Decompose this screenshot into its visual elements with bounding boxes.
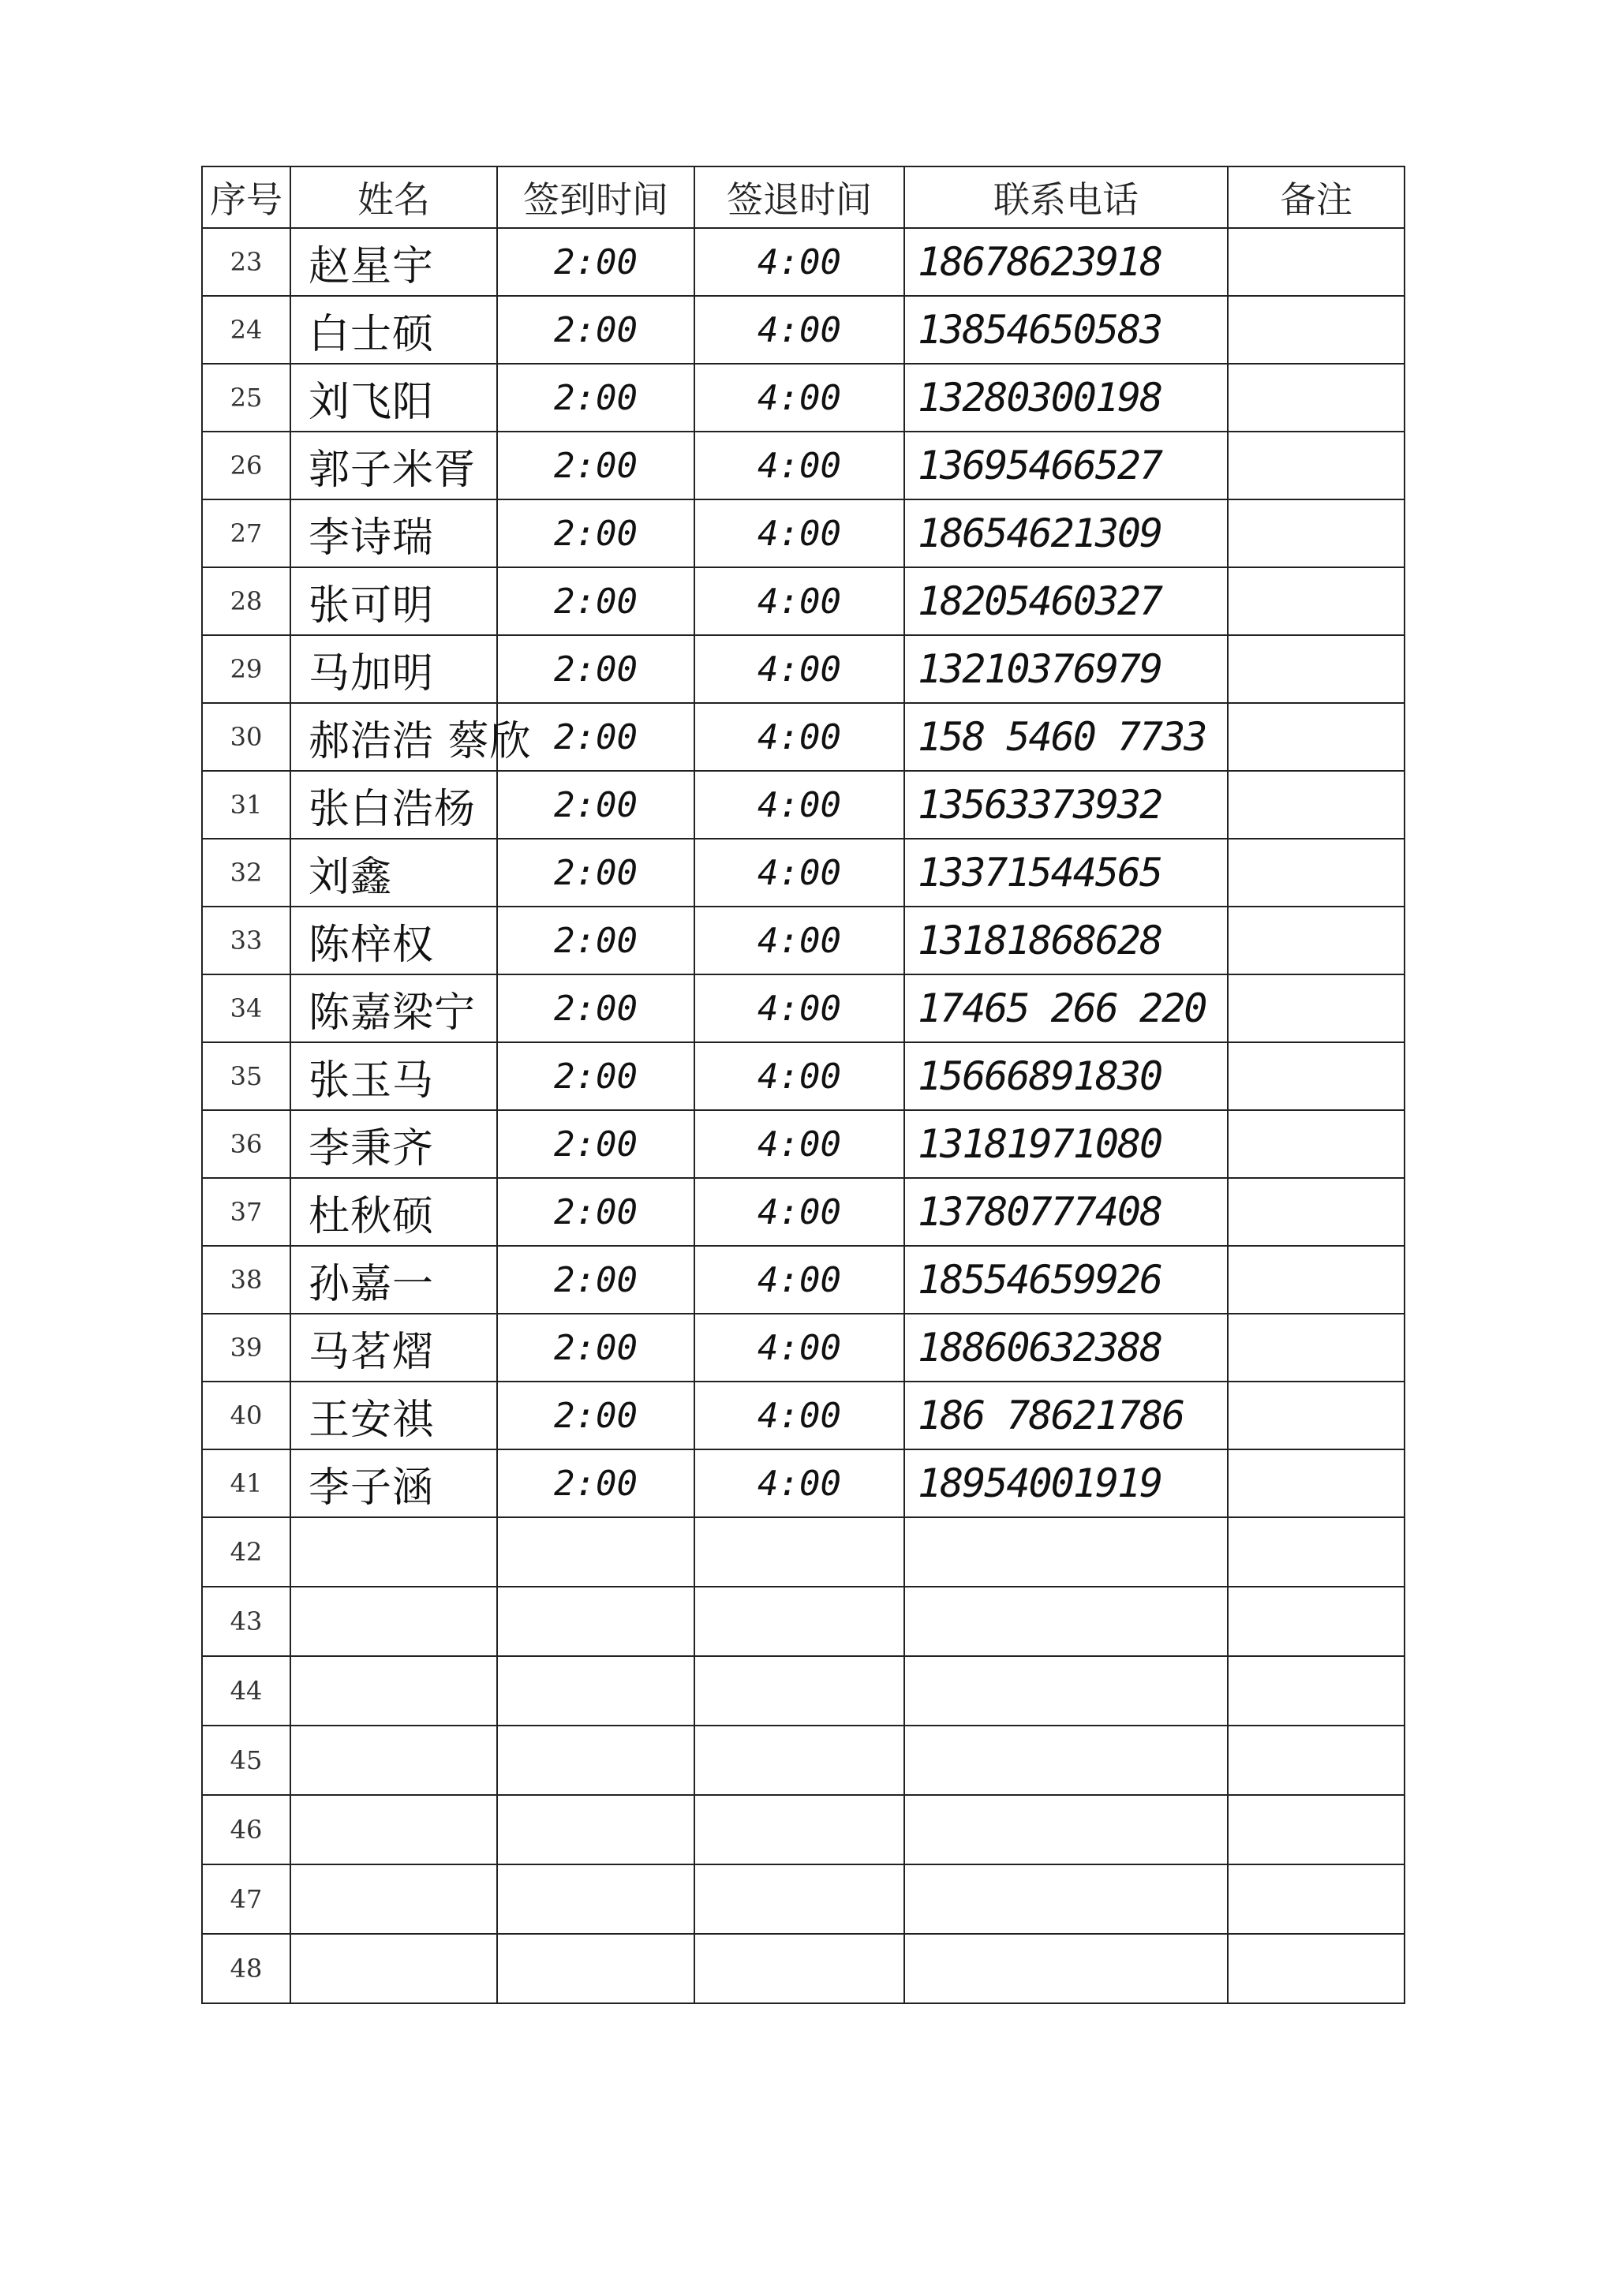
phone-cell: 18860632388 <box>904 1314 1228 1382</box>
note-cell <box>1228 1864 1405 1934</box>
sign-in-time-cell: 2:00 <box>497 703 694 771</box>
name-cell: 杜秋硕 <box>290 1178 497 1246</box>
table-row <box>202 1110 1405 1178</box>
table-row <box>202 635 1405 703</box>
sign-out-time-cell: 4:00 <box>694 771 904 839</box>
sign-out-time-cell <box>694 1587 904 1656</box>
name-cell: 孙嘉一 <box>290 1246 497 1314</box>
sign-out-time-cell <box>694 1726 904 1795</box>
seq-cell: 27 <box>202 499 290 567</box>
phone-cell: 13780777408 <box>904 1178 1228 1246</box>
phone-cell: 18205460327 <box>904 567 1228 635</box>
header-phone: 联系电话 <box>904 166 1228 228</box>
sign-out-time-cell: 4:00 <box>694 1110 904 1178</box>
sign-in-time-cell: 2:00 <box>497 1382 694 1449</box>
sign-out-time-cell: 4:00 <box>694 635 904 703</box>
sign-out-time-cell <box>694 1517 904 1587</box>
table-row <box>202 1314 1405 1382</box>
sign-in-time-cell: 2:00 <box>497 1042 694 1110</box>
sign-out-time-cell: 4:00 <box>694 907 904 974</box>
seq-cell: 35 <box>202 1042 290 1110</box>
table-row <box>202 1864 1405 1934</box>
phone-cell <box>904 1517 1228 1587</box>
seq-cell: 33 <box>202 907 290 974</box>
note-cell <box>1228 1726 1405 1795</box>
sign-out-time-cell: 4:00 <box>694 1449 904 1517</box>
name-cell: 张玉马 <box>290 1042 497 1110</box>
sign-out-time-cell: 4:00 <box>694 1246 904 1314</box>
note-cell <box>1228 635 1405 703</box>
header-sign-out-time: 签退时间 <box>694 166 904 228</box>
sign-out-time-cell: 4:00 <box>694 228 904 296</box>
table-row <box>202 1517 1405 1587</box>
sign-in-time-cell <box>497 1864 694 1934</box>
header-row <box>202 166 1405 228</box>
note-cell <box>1228 296 1405 364</box>
table-row <box>202 771 1405 839</box>
sign-in-time-cell: 2:00 <box>497 567 694 635</box>
note-cell <box>1228 1656 1405 1726</box>
name-cell <box>290 1587 497 1656</box>
note-cell <box>1228 228 1405 296</box>
seq-cell: 31 <box>202 771 290 839</box>
name-cell <box>290 1934 497 2003</box>
name-cell: 李秉齐 <box>290 1110 497 1178</box>
phone-cell <box>904 1934 1228 2003</box>
header-note: 备注 <box>1228 166 1405 228</box>
table-row <box>202 1795 1405 1864</box>
seq-cell: 39 <box>202 1314 290 1382</box>
table-row <box>202 1587 1405 1656</box>
seq-cell: 46 <box>202 1795 290 1864</box>
note-cell <box>1228 771 1405 839</box>
seq-cell: 40 <box>202 1382 290 1449</box>
name-cell: 郝浩浩 蔡欣 <box>290 703 497 771</box>
seq-cell: 41 <box>202 1449 290 1517</box>
seq-cell: 26 <box>202 432 290 499</box>
sign-in-time-cell: 2:00 <box>497 1178 694 1246</box>
table-row <box>202 296 1405 364</box>
phone-cell: 18554659926 <box>904 1246 1228 1314</box>
sign-out-time-cell <box>694 1864 904 1934</box>
note-cell <box>1228 1110 1405 1178</box>
sign-in-time-cell: 2:00 <box>497 364 694 432</box>
sign-out-time-cell <box>694 1934 904 2003</box>
seq-cell: 25 <box>202 364 290 432</box>
table-row <box>202 703 1405 771</box>
seq-cell: 29 <box>202 635 290 703</box>
name-cell: 张白浩杨 <box>290 771 497 839</box>
name-cell: 张可明 <box>290 567 497 635</box>
name-cell: 李子涵 <box>290 1449 497 1517</box>
phone-cell: 15666891830 <box>904 1042 1228 1110</box>
sign-out-time-cell: 4:00 <box>694 1314 904 1382</box>
table-row <box>202 1656 1405 1726</box>
sign-in-time-cell: 2:00 <box>497 1314 694 1382</box>
sign-in-time-cell <box>497 1587 694 1656</box>
note-cell <box>1228 907 1405 974</box>
sign-in-time-cell <box>497 1795 694 1864</box>
phone-cell <box>904 1587 1228 1656</box>
phone-cell: 18654621309 <box>904 499 1228 567</box>
phone-cell: 13854650583 <box>904 296 1228 364</box>
sign-in-sheet-table <box>201 166 1405 2004</box>
phone-cell: 13280300198 <box>904 364 1228 432</box>
sign-in-time-cell: 2:00 <box>497 771 694 839</box>
name-cell: 赵星宇 <box>290 228 497 296</box>
note-cell <box>1228 499 1405 567</box>
note-cell <box>1228 432 1405 499</box>
note-cell <box>1228 364 1405 432</box>
phone-cell: 158 5460 7733 <box>904 703 1228 771</box>
header-name: 姓名 <box>290 166 497 228</box>
table-row <box>202 1042 1405 1110</box>
phone-cell: 13181868628 <box>904 907 1228 974</box>
table-row <box>202 432 1405 499</box>
seq-cell: 23 <box>202 228 290 296</box>
table-row <box>202 1726 1405 1795</box>
sign-in-time-cell <box>497 1934 694 2003</box>
name-cell: 陈嘉梁宁 <box>290 974 497 1042</box>
sign-out-time-cell: 4:00 <box>694 296 904 364</box>
note-cell <box>1228 1178 1405 1246</box>
note-cell <box>1228 703 1405 771</box>
sign-out-time-cell: 4:00 <box>694 703 904 771</box>
sign-in-time-cell: 2:00 <box>497 228 694 296</box>
seq-cell: 37 <box>202 1178 290 1246</box>
name-cell: 白士硕 <box>290 296 497 364</box>
sign-in-time-cell: 2:00 <box>497 499 694 567</box>
name-cell: 郭子米胥 <box>290 432 497 499</box>
seq-cell: 42 <box>202 1517 290 1587</box>
phone-cell: 18954001919 <box>904 1449 1228 1517</box>
note-cell <box>1228 1587 1405 1656</box>
sign-out-time-cell: 4:00 <box>694 432 904 499</box>
name-cell: 陈梓权 <box>290 907 497 974</box>
sign-in-time-cell: 2:00 <box>497 1449 694 1517</box>
sign-out-time-cell: 4:00 <box>694 974 904 1042</box>
seq-cell: 24 <box>202 296 290 364</box>
note-cell <box>1228 1449 1405 1517</box>
phone-cell: 186 78621786 <box>904 1382 1228 1449</box>
table-row <box>202 907 1405 974</box>
sign-out-time-cell: 4:00 <box>694 1178 904 1246</box>
sign-in-time-cell: 2:00 <box>497 974 694 1042</box>
seq-cell: 30 <box>202 703 290 771</box>
name-cell: 马茗熠 <box>290 1314 497 1382</box>
table-row <box>202 567 1405 635</box>
note-cell <box>1228 1795 1405 1864</box>
sign-in-time-cell: 2:00 <box>497 296 694 364</box>
seq-cell: 36 <box>202 1110 290 1178</box>
phone-cell: 13181971080 <box>904 1110 1228 1178</box>
note-cell <box>1228 1382 1405 1449</box>
table-row <box>202 364 1405 432</box>
seq-cell: 47 <box>202 1864 290 1934</box>
phone-cell <box>904 1656 1228 1726</box>
note-cell <box>1228 1934 1405 2003</box>
phone-cell <box>904 1726 1228 1795</box>
sign-in-time-cell: 2:00 <box>497 635 694 703</box>
sign-in-time-cell: 2:00 <box>497 907 694 974</box>
note-cell <box>1228 1042 1405 1110</box>
sign-in-time-cell <box>497 1656 694 1726</box>
table-row <box>202 1382 1405 1449</box>
name-cell: 刘鑫 <box>290 839 497 907</box>
sign-out-time-cell <box>694 1656 904 1726</box>
sign-out-time-cell: 4:00 <box>694 567 904 635</box>
table-row <box>202 1934 1405 2003</box>
name-cell <box>290 1656 497 1726</box>
note-cell <box>1228 1246 1405 1314</box>
seq-cell: 34 <box>202 974 290 1042</box>
sign-out-time-cell <box>694 1795 904 1864</box>
seq-cell: 38 <box>202 1246 290 1314</box>
sign-in-time-cell: 2:00 <box>497 432 694 499</box>
seq-cell: 43 <box>202 1587 290 1656</box>
phone-cell: 18678623918 <box>904 228 1228 296</box>
sign-in-time-cell: 2:00 <box>497 839 694 907</box>
table-row <box>202 1178 1405 1246</box>
name-cell <box>290 1517 497 1587</box>
sign-in-time-cell <box>497 1517 694 1587</box>
note-cell <box>1228 839 1405 907</box>
name-cell: 王安祺 <box>290 1382 497 1449</box>
table-body <box>202 228 1405 2003</box>
table-header <box>202 166 1405 228</box>
sign-out-time-cell: 4:00 <box>694 1382 904 1449</box>
name-cell <box>290 1795 497 1864</box>
phone-cell <box>904 1864 1228 1934</box>
seq-cell: 32 <box>202 839 290 907</box>
sign-out-time-cell: 4:00 <box>694 499 904 567</box>
sign-in-time-cell: 2:00 <box>497 1246 694 1314</box>
table-row <box>202 839 1405 907</box>
seq-cell: 44 <box>202 1656 290 1726</box>
sign-out-time-cell: 4:00 <box>694 1042 904 1110</box>
note-cell <box>1228 1517 1405 1587</box>
note-cell <box>1228 567 1405 635</box>
sign-out-time-cell: 4:00 <box>694 364 904 432</box>
sign-in-time-cell <box>497 1726 694 1795</box>
sign-in-time-cell: 2:00 <box>497 1110 694 1178</box>
phone-cell: 17465 266 220 <box>904 974 1228 1042</box>
note-cell <box>1228 1314 1405 1382</box>
seq-cell: 45 <box>202 1726 290 1795</box>
sign-out-time-cell: 4:00 <box>694 839 904 907</box>
name-cell <box>290 1726 497 1795</box>
seq-cell: 48 <box>202 1934 290 2003</box>
phone-cell: 13563373932 <box>904 771 1228 839</box>
table-row <box>202 228 1405 296</box>
name-cell: 刘飞阳 <box>290 364 497 432</box>
seq-cell: 28 <box>202 567 290 635</box>
header-sign-in-time: 签到时间 <box>497 166 694 228</box>
name-cell: 马加明 <box>290 635 497 703</box>
table-row <box>202 1449 1405 1517</box>
name-cell: 李诗瑞 <box>290 499 497 567</box>
header-seq: 序号 <box>202 166 290 228</box>
table-row <box>202 499 1405 567</box>
phone-cell <box>904 1795 1228 1864</box>
note-cell <box>1228 974 1405 1042</box>
phone-cell: 13695466527 <box>904 432 1228 499</box>
table-row <box>202 1246 1405 1314</box>
phone-cell: 13210376979 <box>904 635 1228 703</box>
table-row <box>202 974 1405 1042</box>
name-cell <box>290 1864 497 1934</box>
phone-cell: 13371544565 <box>904 839 1228 907</box>
